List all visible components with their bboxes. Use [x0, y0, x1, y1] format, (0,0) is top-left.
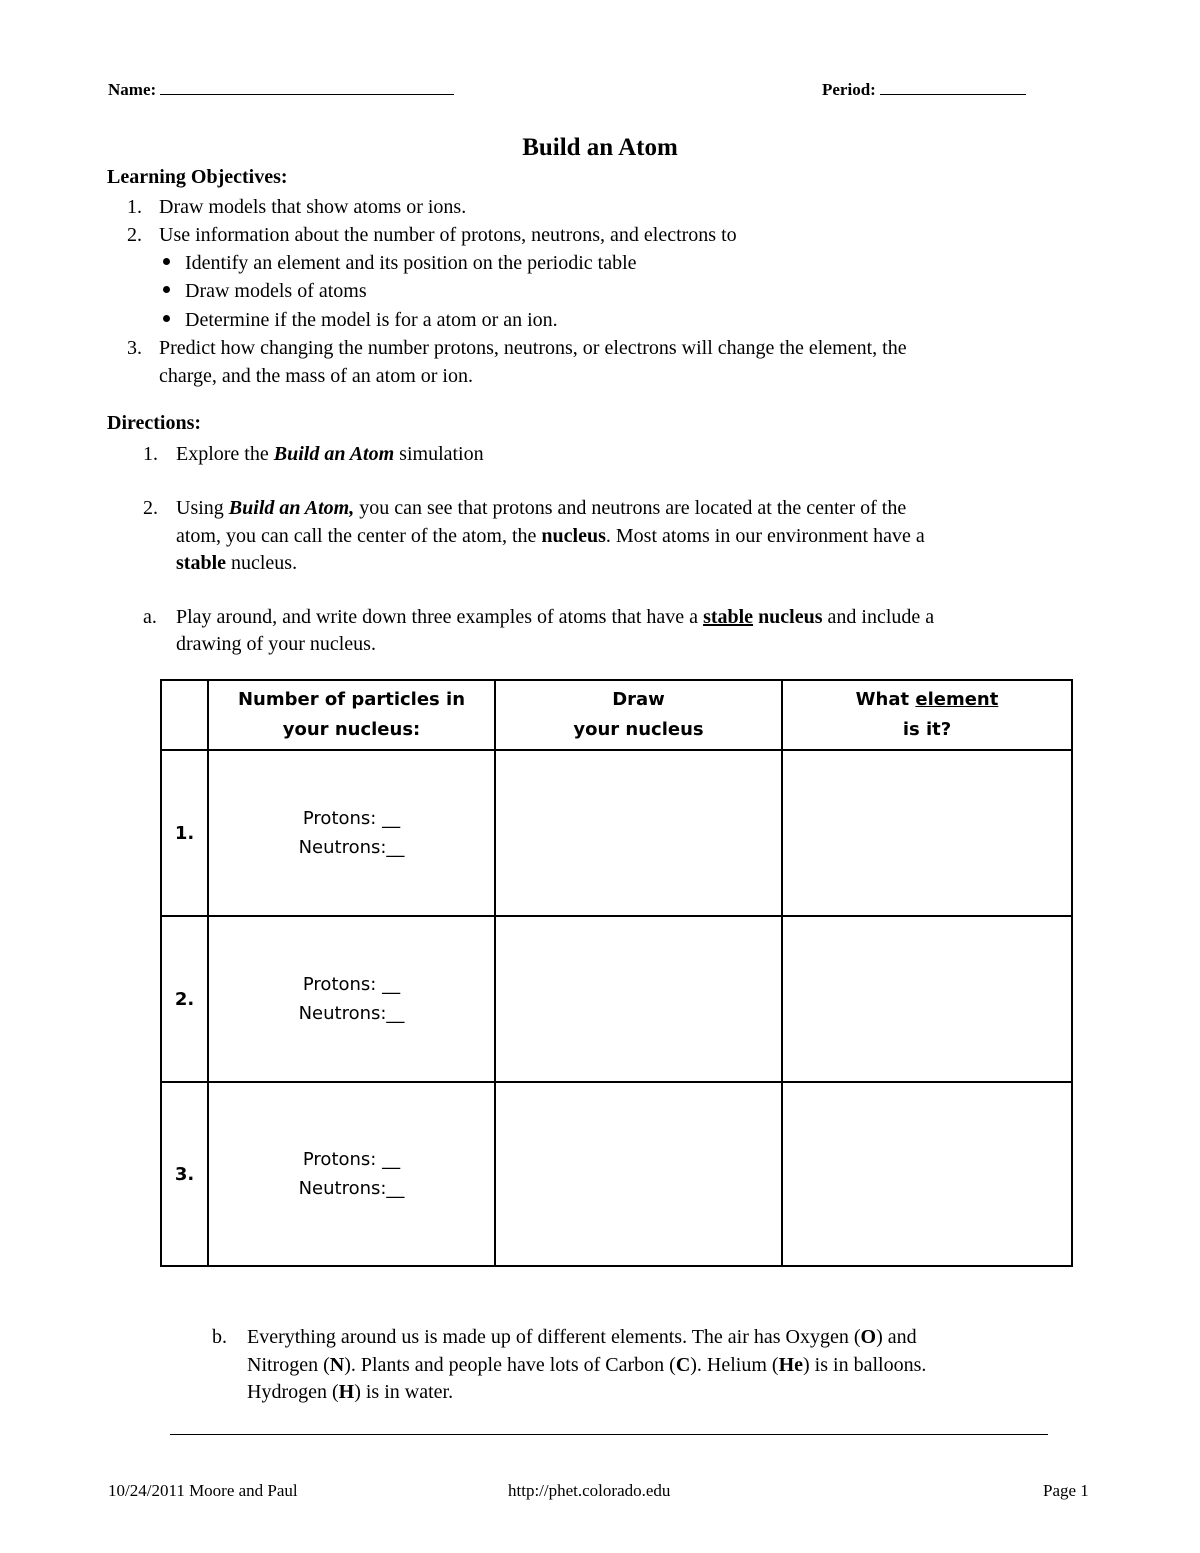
table-row	[161, 916, 1072, 1082]
direction-letter: b.	[212, 1326, 227, 1348]
period-blank-line[interactable]	[880, 93, 1026, 95]
objective-number: 1.	[127, 196, 142, 218]
objective-number: 2.	[127, 224, 142, 246]
element-cell[interactable]	[782, 1082, 1072, 1266]
header-text: is it?	[902, 719, 952, 740]
header-text: element	[915, 689, 999, 710]
direction-number: 1.	[143, 443, 158, 465]
direction-number: 2.	[143, 497, 158, 519]
direction-text: Play around, and write down three examples of atoms that have a	[176, 606, 704, 628]
header-element	[782, 680, 1072, 750]
name-blank-line[interactable]	[160, 93, 454, 95]
direction-text: simulation	[394, 443, 484, 465]
objective-bullet: Determine if the model is for a atom or an ion.	[185, 309, 558, 331]
objective-text: Draw models that show atoms or ions.	[159, 196, 467, 218]
header-text: Draw	[612, 689, 665, 710]
period-label: Period:	[822, 80, 876, 99]
bullet-icon	[163, 286, 170, 293]
direction-step-1	[176, 440, 484, 468]
drawing-cell[interactable]	[495, 750, 782, 916]
direction-step-2-line3	[176, 549, 297, 577]
element-cell[interactable]	[782, 750, 1072, 916]
direction-text: ) is in balloons.	[803, 1354, 927, 1376]
objectives-heading: Learning Objectives:	[107, 166, 288, 188]
direction-step-b-line1	[247, 1323, 917, 1351]
footer-url: http://phet.colorado.edu	[508, 1481, 671, 1500]
direction-step-b-line2	[247, 1351, 926, 1379]
protons-blank: Protons: __	[302, 974, 401, 995]
direction-step-a-line1	[176, 603, 934, 631]
direction-step-b-line3	[247, 1378, 453, 1406]
header-text: your nucleus	[573, 719, 704, 740]
direction-text: nucleus.	[226, 552, 298, 574]
particles-cell[interactable]	[208, 1082, 495, 1266]
bullet-icon	[163, 315, 170, 322]
table-row	[161, 750, 1072, 916]
element-symbol: He	[778, 1354, 804, 1376]
footer-page-number: Page 1	[1043, 1481, 1089, 1500]
header-text: What	[855, 689, 916, 710]
neutrons-blank: Neutrons:__	[298, 1178, 405, 1199]
protons-blank: Protons: __	[302, 808, 401, 829]
header-text: Number of particles in	[237, 689, 466, 710]
header-draw	[495, 680, 782, 750]
direction-text: Using	[176, 497, 229, 519]
table-header-row	[161, 680, 1072, 750]
direction-text: Nitrogen (	[247, 1354, 330, 1376]
direction-text: . Most atoms in our environment have a	[605, 525, 925, 547]
direction-text: Explore the	[176, 443, 274, 465]
direction-step-a-line2: drawing of your nucleus.	[176, 633, 376, 655]
direction-text: atom, you can call the center of the atom, the	[176, 525, 542, 547]
objective-text: Use information about the number of protons, neutrons, and electrons to	[159, 224, 737, 246]
neutrons-blank: Neutrons:__	[298, 837, 405, 858]
objective-1	[127, 193, 142, 221]
answer-line[interactable]	[170, 1434, 1048, 1435]
objective-text-continued: charge, and the mass of an atom or ion.	[159, 365, 473, 387]
bullet-icon	[163, 258, 170, 265]
element-symbol: C	[675, 1354, 691, 1376]
keyword: nucleus	[753, 606, 823, 628]
element-symbol: H	[338, 1381, 355, 1403]
direction-text: and include a	[822, 606, 935, 628]
element-cell[interactable]	[782, 916, 1072, 1082]
direction-letter: a.	[143, 606, 157, 628]
header-cell-empty	[161, 680, 208, 750]
objective-bullet: Identify an element and its position on the periodic table	[185, 252, 637, 274]
objective-number: 3.	[127, 337, 142, 359]
objective-text: Predict how changing the number protons, neutrons, or electrons will change the element, the	[159, 337, 907, 359]
name-field	[108, 80, 454, 100]
direction-text: ) and	[876, 1326, 917, 1348]
protons-blank: Protons: __	[302, 1149, 401, 1170]
element-symbol: N	[329, 1354, 345, 1376]
direction-text: ) is in water.	[354, 1381, 454, 1403]
table-row	[161, 1082, 1072, 1266]
drawing-cell[interactable]	[495, 916, 782, 1082]
row-number: 2.	[161, 916, 208, 1082]
period-field	[822, 80, 1026, 100]
objective-bullet: Draw models of atoms	[185, 280, 367, 302]
keyword: stable	[703, 606, 754, 628]
keyword: stable	[176, 552, 226, 574]
direction-text: ). Plants and people have lots of Carbon (	[344, 1354, 676, 1376]
header-text: your nucleus:	[282, 719, 421, 740]
direction-text: Hydrogen (	[247, 1381, 339, 1403]
page-title: Build an Atom	[522, 134, 678, 161]
nucleus-table	[160, 679, 1073, 1267]
neutrons-blank: Neutrons:__	[298, 1003, 405, 1024]
footer-date-authors: 10/24/2011 Moore and Paul	[108, 1481, 298, 1500]
keyword: nucleus	[541, 525, 606, 547]
particles-cell[interactable]	[208, 750, 495, 916]
direction-text: ). Helium (	[690, 1354, 779, 1376]
name-label: Name:	[108, 80, 157, 99]
element-symbol: O	[860, 1326, 877, 1348]
particles-cell[interactable]	[208, 916, 495, 1082]
simulation-name: Build an Atom	[273, 443, 395, 465]
direction-step-2-line2	[176, 522, 925, 550]
header-particles	[208, 680, 495, 750]
direction-step-2-line1	[176, 494, 906, 522]
drawing-cell[interactable]	[495, 1082, 782, 1266]
row-number: 3.	[161, 1082, 208, 1266]
directions-heading: Directions:	[107, 412, 202, 434]
direction-text: Everything around us is made up of different elements. The air has Oxygen (	[247, 1326, 861, 1348]
row-number: 1.	[161, 750, 208, 916]
direction-text: you can see that protons and neutrons are located at the center of the	[354, 497, 907, 519]
simulation-name: Build an Atom,	[228, 497, 355, 519]
